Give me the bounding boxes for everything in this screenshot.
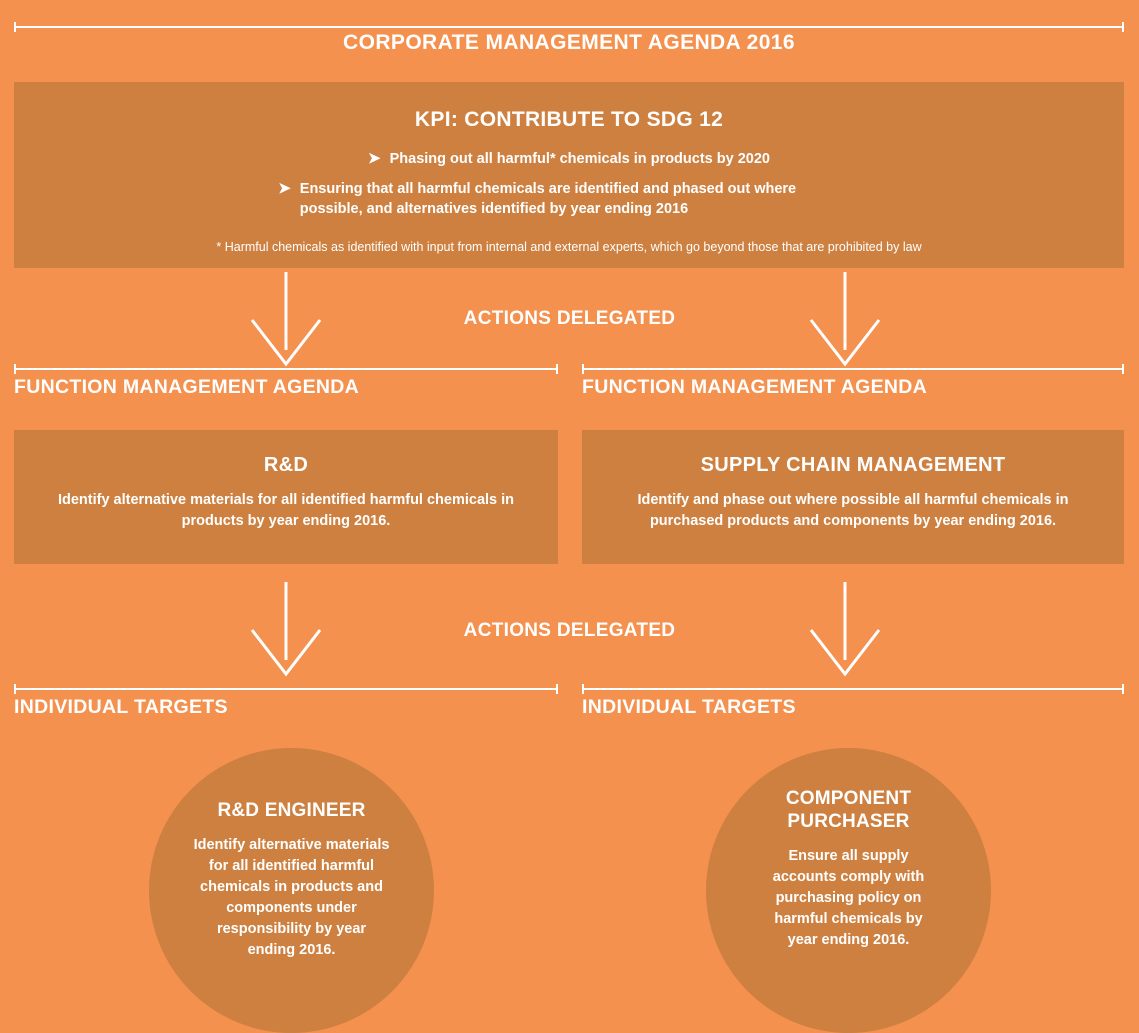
individual-target-component-purchaser-title: COMPONENT PURCHASER xyxy=(785,788,912,832)
function-agenda-rd-panel xyxy=(14,430,558,564)
individual-targets-right-label: INDIVIDUAL TARGETS xyxy=(582,696,796,718)
function-agenda-scm-text: Identify and phase out where possible all harmful chemicals in purchased products and components by year ending 2016. xyxy=(637,492,1069,529)
kpi-bullet-list xyxy=(14,149,1124,219)
function-agenda-rd-title: R&D xyxy=(263,454,309,476)
kpi-footnote: * Harmful chemicals as identified with input from internal and external experts, which go beyond those that are prohibited by law xyxy=(216,240,922,254)
individual-target-rd-engineer xyxy=(149,748,434,1033)
individual-target-rd-engineer-text: Identify alternative materials for all identified harmful chemicals in products and components under responsibility by year ending 2016. xyxy=(193,836,390,958)
page-title: CORPORATE MANAGEMENT AGENDA 2016 xyxy=(343,31,795,54)
section-rule xyxy=(14,368,558,370)
individual-target-component-purchaser-text: Ensure all supply accounts comply with purchasing policy on harmful chemicals by year ending 2016. xyxy=(772,847,925,948)
individual-target-rd-engineer-title: R&D ENGINEER xyxy=(217,800,366,821)
individual-targets-left-header xyxy=(14,688,558,726)
actions-delegated-label-1: ACTIONS DELEGATED xyxy=(463,308,676,329)
kpi-bullet-item xyxy=(14,179,1124,219)
function-agenda-scm-panel xyxy=(582,430,1124,564)
actions-delegated-label-2: ACTIONS DELEGATED xyxy=(463,620,676,641)
kpi-bullet-text: Ensuring that all harmful chemicals are identified and phased out where possible, and alternatives identified by year ending 2016 xyxy=(299,181,797,218)
function-agenda-left-label: FUNCTION MANAGEMENT AGENDA xyxy=(14,376,360,398)
kpi-panel xyxy=(14,82,1124,268)
section-rule xyxy=(14,688,558,690)
function-agenda-left-header xyxy=(14,368,558,406)
function-agenda-scm-title: SUPPLY CHAIN MANAGEMENT xyxy=(700,454,1006,476)
function-agenda-right-label: FUNCTION MANAGEMENT AGENDA xyxy=(582,376,928,398)
header-rule xyxy=(14,26,1124,28)
individual-targets-left-label: INDIVIDUAL TARGETS xyxy=(14,696,228,718)
individual-target-component-purchaser xyxy=(706,748,991,1033)
kpi-title: KPI: CONTRIBUTE TO SDG 12 xyxy=(414,108,724,131)
section-rule xyxy=(582,368,1124,370)
corporate-agenda-header xyxy=(14,26,1124,68)
chevron-right-icon: ➤ xyxy=(278,180,291,198)
chevron-right-icon: ➤ xyxy=(368,150,381,167)
individual-targets-right-header xyxy=(582,688,1124,726)
kpi-bullet-item xyxy=(14,149,1124,169)
kpi-bullet-text: Phasing out all harmful* chemicals in products by 2020 xyxy=(389,151,770,167)
function-agenda-rd-text: Identify alternative materials for all identified harmful chemicals in products by year ending 2016. xyxy=(57,492,515,529)
section-rule xyxy=(582,688,1124,690)
function-agenda-right-header xyxy=(582,368,1124,406)
